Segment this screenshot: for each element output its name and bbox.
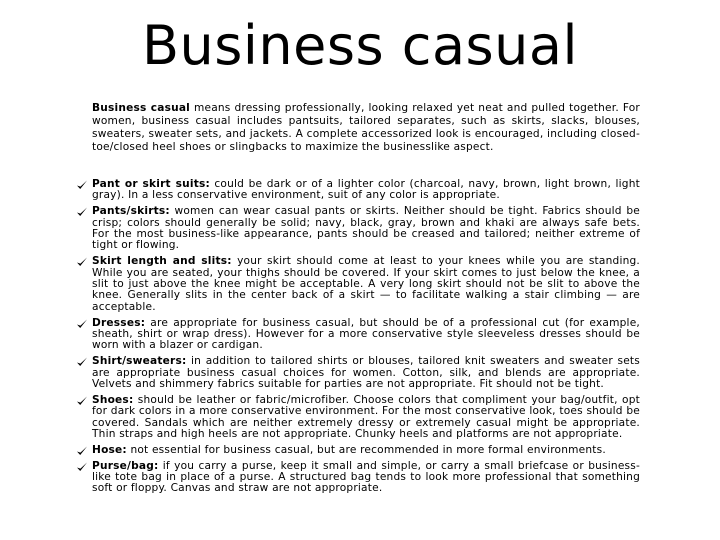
- item-text: could be dark or of a lighter color (charcoal, navy, brown, light brown, light gray). In a less conservative environment, suit of any color is appropriate.: [92, 178, 640, 202]
- item-term: Hose:: [92, 443, 127, 456]
- item-term: Pants/skirts:: [92, 205, 170, 218]
- intro-term: Business casual: [92, 102, 191, 114]
- list-item: [76, 256, 640, 313]
- item-term: Shirt/sweaters:: [92, 355, 187, 368]
- list-item: [76, 179, 640, 202]
- checkmark-icon: [76, 395, 88, 407]
- checkmark-icon: [76, 318, 88, 330]
- checkmark-icon: [76, 256, 88, 268]
- list-item: [76, 395, 640, 441]
- item-text: should be leather or fabric/microfiber. Choose colors that compliment your bag/outfit, opt for dark colors in a more conservative environment. For the most conservative look, toes should be covered. Sandals which are neither extremely dressy or extremely casual might be appropriate. Thin straps and high heels are not appropriate. Chunky heels and platforms are not appropriate.: [92, 393, 640, 441]
- slide-title: Business casual: [141, 14, 579, 77]
- checkmark-icon: [76, 179, 88, 191]
- list-item: [76, 356, 640, 390]
- checkmark-icon: [76, 356, 88, 368]
- item-text: women can wear casual pants or skirts. Neither should be tight. Fabrics should be crisp; colors should generally be solid; navy, black, gray, brown and khaki are always safe bets. For the most business-like appearance, pants should be creased and tailored; neither extreme of tight or flowing.: [92, 205, 640, 252]
- item-term: Shoes:: [92, 393, 134, 406]
- item-text: if you carry a purse, keep it small and simple, or carry a small briefcase or business-like tote bag in place of a purse. A structured bag tends to look more professional that something soft or floppy. Canvas and straw are not appropriate.: [92, 459, 640, 495]
- item-term: Purse/bag:: [92, 459, 159, 472]
- item-term: Dresses:: [92, 316, 146, 329]
- item-term: Skirt length and slits:: [92, 255, 232, 268]
- item-text: not essential for business casual, but are recommended in more formal environments.: [126, 443, 606, 456]
- item-term: Pant or skirt suits:: [92, 178, 210, 190]
- list-item: [76, 206, 640, 252]
- item-text: are appropriate for business casual, but should be of a professional cut (for example, sheath, shirt or wrap dress). However for a more conservative style sleeveless dresses should be worn with a blazer or cardigan.: [92, 316, 640, 352]
- item-text: your skirt should come at least to your knees while you are standing. While you are seated, your thighs should be covered. If your skirt comes to just below the knee, a slit to just above the knee might be acceptable. A very long skirt should not be slit to above the knee. Generally slits in the center back of a skirt — to facilitate walking a stair climbing — are acceptable.: [92, 255, 640, 313]
- checkmark-icon: [76, 461, 88, 473]
- list-item: [76, 461, 640, 495]
- intro-paragraph: [92, 102, 640, 154]
- item-text: in addition to tailored shirts or blouses, tailored knit sweaters and sweater sets are appropriate business casual choices for women. Cotton, silk, and blends are appropriate. Velvets and shimmery fabrics suitable for parties are not appropriate. Fit should not be tight.: [92, 355, 640, 391]
- list-item: [76, 445, 640, 456]
- guideline-list: [76, 179, 640, 499]
- intro-text: means dressing professionally, looking relaxed yet neat and pulled together. For women, business casual includes pantsuits, tailored separates, such as skirts, slacks, blouses, sweaters, sweater sets, and jackets. A complete accessorized look is encouraged, including closed-toe/closed heel shoes or slingbacks to maximize the businesslike aspect.: [92, 102, 640, 153]
- checkmark-icon: [76, 206, 88, 218]
- checkmark-icon: [76, 445, 88, 457]
- list-item: [76, 318, 640, 352]
